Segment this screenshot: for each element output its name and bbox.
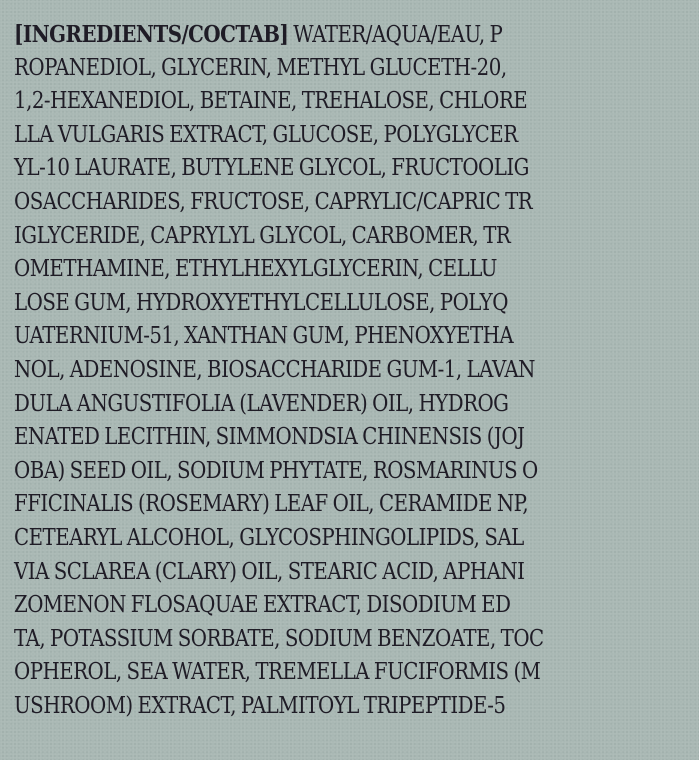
ingredient-line: ROPANEDIOL, GLYCERIN, METHYL GLUCETH-20, bbox=[14, 54, 507, 81]
ingredients-heading: [INGREDIENTS/COCTAB] bbox=[14, 21, 289, 48]
ingredient-line: 1,2-HEXANEDIOL, BETAINE, TREHALOSE, CHLORE bbox=[14, 88, 528, 115]
ingredient-line: TA, POTASSIUM SORBATE, SODIUM BENZOATE, TOC bbox=[14, 625, 544, 652]
ingredient-line: OBA) SEED OIL, SODIUM PHYTATE, ROSMARINUS O bbox=[14, 457, 538, 484]
ingredient-list bbox=[14, 18, 688, 723]
ingredient-line: FFICINALIS (ROSEMARY) LEAF OIL, CERAMIDE NP, bbox=[14, 491, 529, 518]
ingredient-line: YL-10 LAURATE, BUTYLENE GLYCOL, FRUCTOOLIG bbox=[14, 155, 529, 182]
ingredient-line: OMETHAMINE, ETHYLHEXYLGLYCERIN, CELLU bbox=[14, 256, 497, 283]
ingredient-line: NOL, ADENOSINE, BIOSACCHARIDE GUM-1, LAVAN bbox=[14, 356, 535, 383]
ingredient-line: UATERNIUM-51, XANTHAN GUM, PHENOXYETHA bbox=[14, 323, 514, 350]
ingredient-line-text: WATER/AQUA/EAU, P bbox=[288, 22, 503, 48]
ingredient-line: OSACCHARIDES, FRUCTOSE, CAPRYLIC/CAPRIC TR bbox=[14, 188, 533, 215]
ingredient-line: LOSE GUM, HYDROXYETHYLCELLULOSE, POLYQ bbox=[14, 289, 508, 316]
ingredient-line: ENATED LECITHIN, SIMMONDSIA CHINENSIS (JOJ bbox=[14, 424, 525, 451]
ingredient-line: USHROOM) EXTRACT, PALMITOYL TRIPEPTIDE-5 bbox=[14, 692, 506, 719]
ingredient-line bbox=[14, 18, 594, 52]
ingredient-line: OPHEROL, SEA WATER, TREMELLA FUCIFORMIS (M bbox=[14, 659, 541, 686]
ingredient-line: CETEARYL ALCOHOL, GLYCOSPHINGOLIPIDS, SAL bbox=[14, 524, 524, 551]
ingredient-line: LLA VULGARIS EXTRACT, GLUCOSE, POLYGLYCER bbox=[14, 121, 518, 148]
ingredient-line: VIA SCLAREA (CLARY) OIL, STEARIC ACID, APHANI bbox=[14, 558, 525, 585]
ingredient-line: IGLYCERIDE, CAPRYLYL GLYCOL, CARBOMER, TR bbox=[14, 222, 511, 249]
ingredient-line: ZOMENON FLOSAQUAE EXTRACT, DISODIUM ED bbox=[14, 592, 511, 619]
ingredient-line: DULA ANGUSTIFOLIA (LAVENDER) OIL, HYDROG bbox=[14, 390, 509, 417]
